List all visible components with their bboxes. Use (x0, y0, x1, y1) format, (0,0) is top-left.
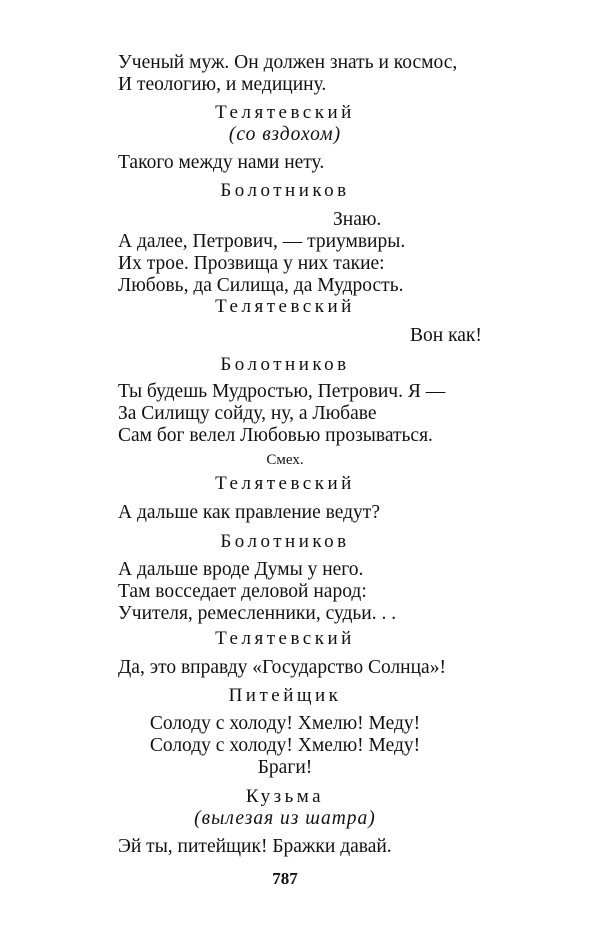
verse-line: Там восседает деловой народ: (118, 581, 367, 602)
verse-line: И теологию, и медицину. (118, 74, 327, 95)
verse-line: А дальше вроде Думы у него. (118, 559, 364, 580)
verse-line: Вон как! (410, 325, 482, 346)
speaker-name: Питейщик (228, 685, 342, 706)
speaker-name: Кузьма (245, 786, 325, 807)
speaker-name: Телятевский (215, 473, 355, 494)
verse-line: Ты будешь Мудростью, Петрович. Я — (118, 381, 446, 402)
speaker-name: Телятевский (215, 102, 355, 123)
speaker-name: Болотников (220, 180, 350, 201)
verse-line: А дальше как правление ведут? (118, 502, 380, 523)
page-number: 787 (272, 869, 298, 888)
verse-line: А далее, Петрович, — триумвиры. (118, 231, 406, 252)
verse-line: Эй ты, питейщик! Бражки давай. (118, 836, 392, 857)
stage-direction: (со вздохом) (228, 124, 342, 145)
stage-direction: Смех. (266, 452, 304, 468)
speaker-name: Телятевский (215, 296, 355, 317)
verse-line: Солоду с холоду! Хмелю! Меду! (149, 713, 421, 734)
speaker-name: Телятевский (215, 628, 355, 649)
speaker-name: Болотников (220, 354, 350, 375)
stage-direction: (вылезая из шатра) (194, 808, 376, 829)
verse-line: Учителя, ремесленники, судьи. . . (118, 603, 397, 624)
verse-line: Их трое. Прозвища у них такие: (118, 253, 385, 274)
verse-line: Сам бог велел Любовью прозываться. (118, 425, 433, 446)
verse-line: Такого между нами нету. (118, 152, 325, 173)
verse-line: Ученый муж. Он должен знать и космос, (118, 52, 458, 73)
verse-line: Солоду с холоду! Хмелю! Меду! (149, 735, 421, 756)
verse-line: Браги! (257, 757, 313, 778)
verse-line: Да, это вправду «Государство Солнца»! (118, 657, 446, 678)
verse-line: Любовь, да Силища, да Мудрость. (118, 275, 404, 296)
verse-line: Знаю. (333, 209, 382, 230)
verse-line: За Силищу сойду, ну, а Любаве (118, 403, 377, 424)
speaker-name: Болотников (220, 531, 350, 552)
